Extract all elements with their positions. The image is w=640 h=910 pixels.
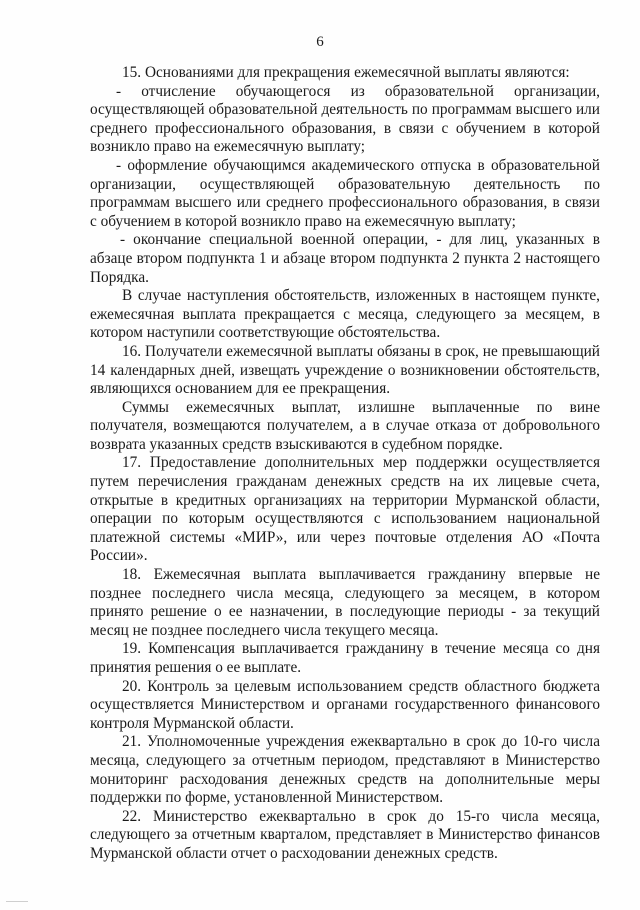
paragraph-17: 17. Предоставление дополнительных мер поддержки осуществляется путем перечисления гражданам денежных средств на их лицевые счета, открытые в кредитных организациях на территории Мурманской области, операции по которым осуществляются с использованием национальной платежной системы «МИР», или через почтовые отделения АО «Почта России». [90,454,600,565]
paragraph-22: 22. Министерство ежеквартально в срок до 15-го числа месяца, следующего за отчетным кварталом, представляет в Министерство финансов Мурманской области отчет о расходовании денежных средств. [90,807,600,862]
page-number: 6 [316,34,324,50]
scan-edge-mark [6,901,28,902]
paragraph-18: 18. Ежемесячная выплата выплачивается гражданину впервые не позднее последнего числа месяца, следующего за месяцем, в котором принято решение о ее назначении, в последующие периоды - за текущий месяц не позднее последнего числа текущего месяца. [90,566,600,639]
paragraph-19: 19. Компенсация выплачивается гражданину в течение месяца со дня принятия решения о ее выплате. [90,640,600,676]
list-item-end-of-operation: - окончание специальной военной операции, - для лиц, указанных в абзаце втором подпункта 1 и абзаце втором подпункта 2 пункта 2 настоящего Порядка. [90,231,600,286]
paragraph-20: 20. Контроль за целевым использованием средств областного бюджета осуществляется Министерством и органами государственного финансового контроля Мурманской области. [90,677,600,732]
document-body [90,64,600,864]
list-item-expulsion: - отчисление обучающегося из образовательной организации, осуществляющей образовательной деятельность по программам высшего или среднего профессионального образования, в связи с обучением в которой возникло право на ежемесячную выплату; [90,82,600,156]
paragraph-termination-rule: В случае наступления обстоятельств, изложенных в настоящем пункте, ежемесячная выплата прекращается с месяца, следующего за месяцем, в котором наступили соответствующие обстоятельства. [90,287,600,342]
paragraph-overpayment: Суммы ежемесячных выплат, излишне выплаченные по вине получателя, возмещаются получателем, а в случае отказа от добровольного возврата указанных средств взыскиваются в судебном порядке. [90,398,600,453]
paragraph-21: 21. Уполномоченные учреждения ежеквартально в срок до 10-го числа месяца, следующего за отчетным периодом, представляют в Министерство мониторинг расходования денежных средств на дополнительные меры поддержки по форме, установленной Министерством. [90,733,600,807]
paragraph-15-heading: 15. Основаниями для прекращения ежемесячной выплаты являются: [122,64,570,81]
paragraph-16: 16. Получатели ежемесячной выплаты обязаны в срок, не превышающий 14 календарных дней, извещать учреждение о возникновении обстоятельств, являющихся основанием для ее прекращения. [90,342,600,398]
list-item-academic-leave: - оформление обучающимся академического отпуска в образовательной организации, осуществляющей образовательную деятельность по программам высшего или среднего профессионального образования, в связи с обучением в которой возникло право на ежемесячную выплату; [90,156,600,230]
